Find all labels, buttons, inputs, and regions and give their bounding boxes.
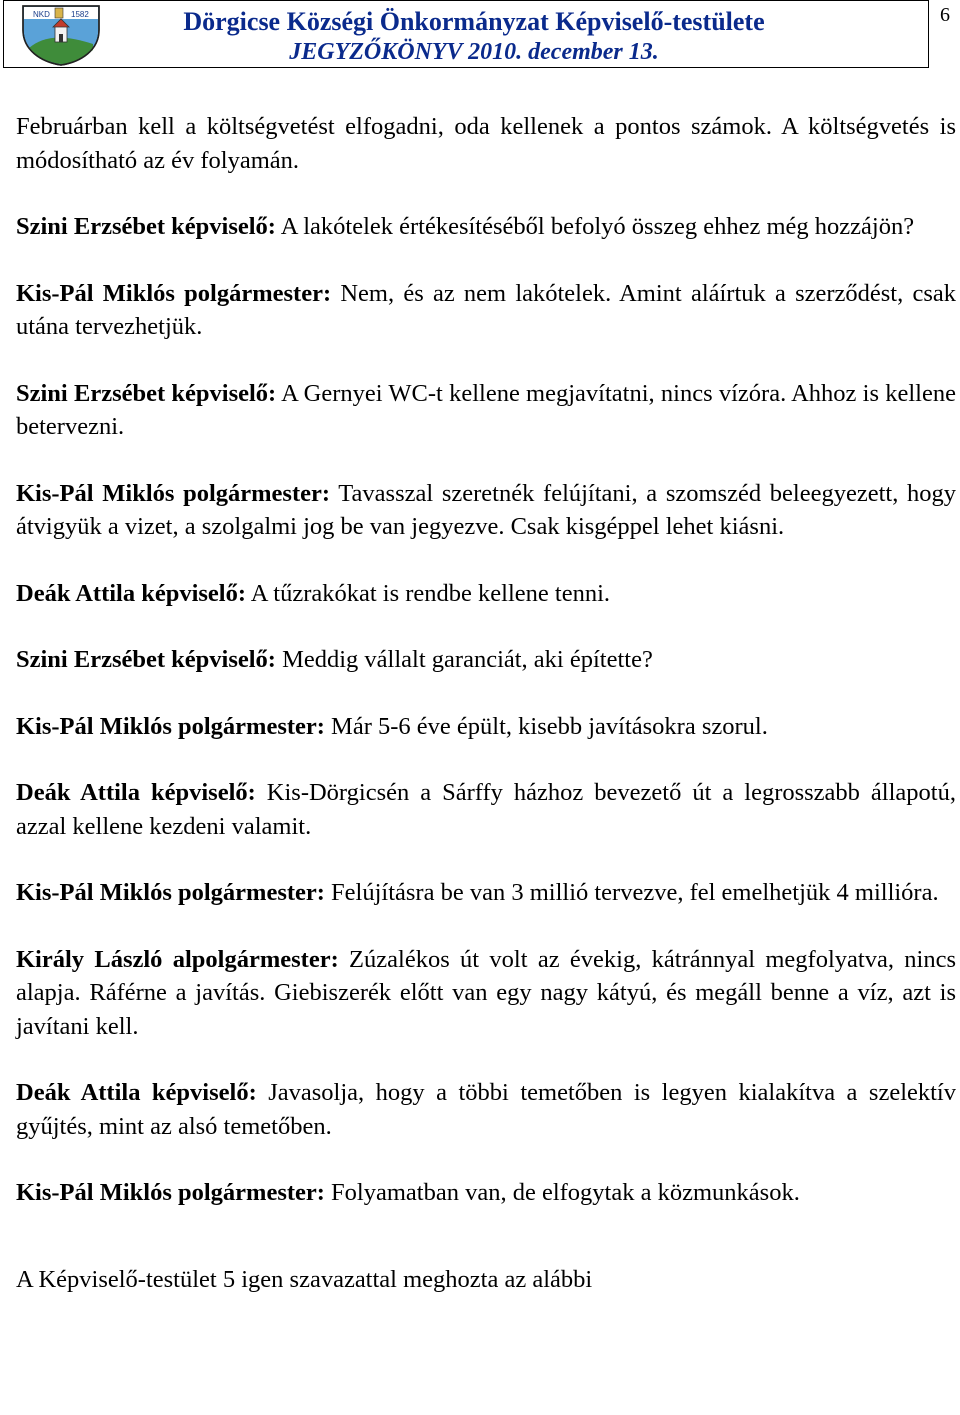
speaker-label: Szini Erzsébet képviselő: <box>16 213 276 240</box>
speaker-label: Deák Attila képviselő: <box>16 1079 257 1106</box>
speaker-label: Szini Erzsébet képviselő: <box>16 646 276 673</box>
paragraph-text: Februárban kell a költségvetést elfogadni, oda kellenek a pontos számok. A költségvetés is módosítható az év folyamán. <box>16 113 956 174</box>
paragraph-text: Tavasszal szeretnék felújítani, a szomszéd beleegyezett, hogy átvigyük a vizet, a szolgalmi jog be van jegyezve. Csak kisgéppel lehet kiásni. <box>16 479 956 540</box>
logo-text-right: 1582 <box>71 10 89 19</box>
paragraph-1 <box>16 110 956 177</box>
speaker-label: Kis-Pál Miklós polgármester: <box>16 479 331 507</box>
paragraph-text: Kis-Dörgicsén a Sárffy házhoz bevezető út a legrosszabb állapotú, azzal kellene kezdeni valamit. <box>16 779 956 840</box>
minutes-body <box>16 110 956 1296</box>
document-header <box>3 0 929 68</box>
speaker-label: Kis-Pál Miklós polgármester: <box>16 879 325 906</box>
paragraph-text: Már 5-6 éve épült, kisebb javításokra szorul. <box>324 712 768 740</box>
paragraph-7 <box>16 643 956 677</box>
paragraph-6 <box>16 577 956 611</box>
paragraph-12 <box>16 1076 956 1143</box>
paragraph-text: Felújításra be van 3 millió tervezve, fel emelhetjük 4 millióra. <box>324 879 939 906</box>
paragraph-5 <box>16 477 956 544</box>
paragraph-text: Nem, és az nem lakótelek. Amint aláírtuk a szerződést, csak utána tervezhetjük. <box>16 279 956 340</box>
paragraph-text: Zúzalékos út volt az évekig, kátránnyal megfolyatva, nincs alapja. Ráférne a javítás. Giebiszerék előtt van egy nagy kátyú, és megáll benne a víz, azt is javítani kell. <box>16 945 956 1040</box>
speaker-label: Szini Erzsébet képviselő: <box>16 379 277 407</box>
paragraph-text: A tűzrakókat is rendbe kellene tenni. <box>246 579 611 607</box>
document-subtitle: JEGYZŐKÖNYV 2010. december 13. <box>289 39 659 65</box>
speaker-label: Kis-Pál Miklós polgármester: <box>16 1179 325 1206</box>
paragraph-text: A lakótelek értékesítéséből befolyó összeg ehhez még hozzájön? <box>275 213 915 240</box>
page-number: 6 <box>940 4 950 26</box>
logo-text-left: NKD <box>33 10 50 19</box>
paragraph-8 <box>16 710 956 744</box>
final-line: A Képviselő-testület 5 igen szavazattal meghozta az alábbi <box>16 1265 593 1293</box>
paragraph-text: A Gernyei WC-t kellene megjavítatni, nincs vízóra. Ahhoz is kellene betervezni. <box>16 379 956 440</box>
coat-of-arms-icon <box>19 4 103 66</box>
paragraph-9 <box>16 776 956 843</box>
speaker-label: Deák Attila képviselő: <box>16 779 256 806</box>
paragraph-text: Javasolja, hogy a többi temetőben is legyen kialakítva a szelektív gyűjtés, mint az alsó temetőben. <box>16 1079 956 1140</box>
speaker-label: Deák Attila képviselő: <box>16 579 247 607</box>
speaker-label: Király László alpolgármester: <box>16 945 339 973</box>
document-title: Dörgicse Községi Önkormányzat Képviselő-testülete <box>183 7 765 36</box>
paragraph-2 <box>16 210 956 244</box>
paragraph-text: Folyamatban van, de elfogytak a közmunkások. <box>324 1179 800 1206</box>
paragraph-4 <box>16 377 956 444</box>
paragraph-10 <box>16 876 956 910</box>
speaker-label: Kis-Pál Miklós polgármester: <box>16 279 332 307</box>
paragraph-11 <box>16 943 956 1044</box>
paragraph-text: Meddig vállalt garanciát, aki építette? <box>275 646 653 673</box>
paragraph-3 <box>16 277 956 344</box>
paragraph-13 <box>16 1176 956 1210</box>
speaker-label: Kis-Pál Miklós polgármester: <box>16 712 325 740</box>
